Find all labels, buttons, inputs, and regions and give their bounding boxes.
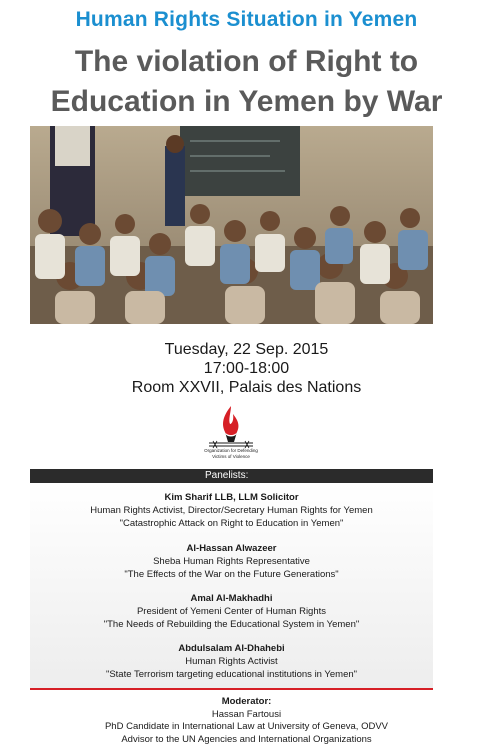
main-title-line-1: The violation of Right to xyxy=(74,45,419,78)
panelist-name: Abdulsalam Al-Dhahebi xyxy=(178,643,285,654)
event-time: 17:00-18:00 xyxy=(203,360,290,377)
organization-name-line-1: Organization for Defending xyxy=(204,448,258,453)
moderator-label: Moderator: xyxy=(221,696,272,707)
panelist-role: Human Rights Activist xyxy=(185,656,278,667)
panelist-role: Sheba Human Rights Representative xyxy=(153,556,310,567)
poster-main-title xyxy=(0,42,493,122)
classroom-photo xyxy=(30,126,433,324)
panelist-role: President of Yemeni Center of Human Rights xyxy=(136,606,327,617)
moderator-advisor-role: Advisor to the UN Agencies and International Organizations xyxy=(121,733,372,745)
panelist-role: Human Rights Activist, Director/Secretary Human Rights for Yemen xyxy=(90,505,373,516)
main-title-line-2: Education in Yemen by War xyxy=(50,85,443,118)
panelist-name: Al-Hassan Alwazeer xyxy=(186,543,277,554)
panelist-item xyxy=(30,592,433,631)
classroom-illustration xyxy=(30,126,433,324)
poster-top-title: Human Rights Situation in Yemen xyxy=(75,8,418,31)
moderator-affiliation: PhD Candidate in International Law at University of Geneva, ODVV xyxy=(104,721,389,732)
panelist-name: Amal Al-Makhadhi xyxy=(190,593,273,604)
moderator-name: Hassan Fartousi xyxy=(211,708,282,720)
event-date: Tuesday, 22 Sep. 2015 xyxy=(164,341,329,358)
panelist-topic: "The Needs of Rebuilding the Educational System in Yemen" xyxy=(103,619,360,630)
panelists-heading-bar: Panelists: xyxy=(30,469,433,483)
panelist-name: Kim Sharif LLB, LLM Solicitor xyxy=(164,492,299,503)
event-details xyxy=(0,340,493,397)
panelist-topic: "The Effects of the War on the Future Generations" xyxy=(124,569,339,580)
organization-name xyxy=(190,448,272,459)
panelist-item xyxy=(30,542,433,581)
flame-logo-graphic xyxy=(203,402,259,450)
divider-line xyxy=(30,688,433,690)
panelist-item xyxy=(30,491,433,530)
event-venue: Room XXVII, Palais des Nations xyxy=(131,379,362,396)
panelist-topic: "Catastrophic Attack on Right to Education in Yemen" xyxy=(119,518,344,529)
panelist-topic: "State Terrorism targeting educational institutions in Yemen" xyxy=(105,669,358,680)
organization-name-line-2: Victims of Violence xyxy=(212,453,250,459)
panelists-list xyxy=(30,483,433,688)
moderator-section xyxy=(0,696,493,746)
panelist-item xyxy=(30,642,433,681)
